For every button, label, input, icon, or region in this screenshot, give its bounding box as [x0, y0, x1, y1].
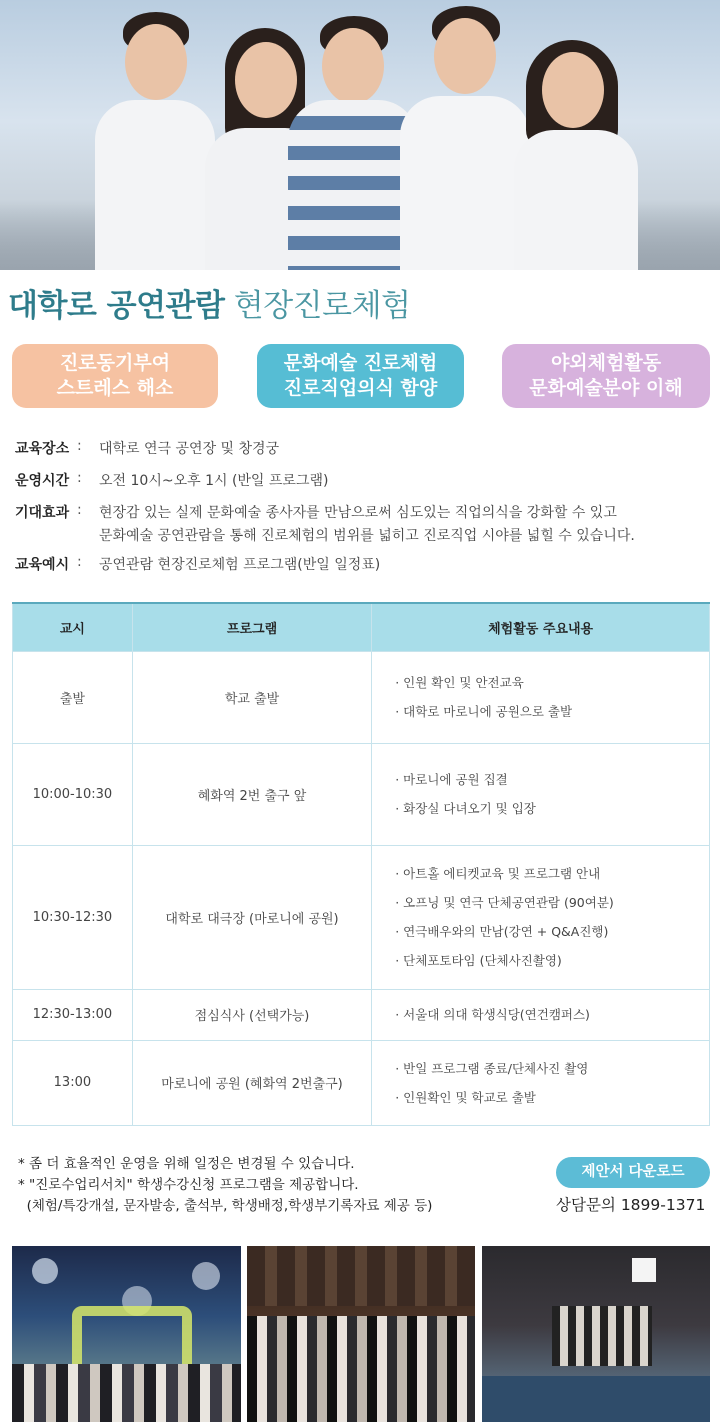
note-line: (체험/특강개설, 문자발송, 출석부, 학생배정,학생부기록자료 제공 등)	[18, 1198, 433, 1214]
info-value: 공연관람 현장진로체험 프로그램(반일 일정표)	[99, 557, 381, 573]
table-row	[13, 651, 710, 743]
activity-item: · 서울대 의대 학생식당(연건캠퍼스)	[395, 1007, 590, 1022]
activity-item: · 마로니에 공원 집결	[395, 772, 508, 787]
photo-theater-group	[247, 1246, 475, 1422]
title-strong: 대학로 공연관람	[8, 288, 225, 324]
activity-item: · 인원확인 및 학교로 출발	[395, 1089, 536, 1105]
proposal-download-button[interactable]: 제안서 다운로드	[556, 1157, 710, 1188]
hero-student-3	[288, 16, 418, 270]
table-row	[13, 845, 710, 989]
note-line: * "진로수업리서치" 학생수강신청 프로그램을 제공합니다.	[18, 1177, 359, 1193]
info-key: 교육장소	[15, 441, 70, 457]
activity-item: · 아트홀 에티켓교육 및 프로그램 안내	[395, 866, 601, 881]
schedule-table	[12, 602, 710, 1126]
hero-photo	[0, 0, 720, 270]
activity-item: · 반일 프로그램 종료/단체사진 촬영	[395, 1060, 589, 1076]
notes-block	[18, 1154, 432, 1217]
pill-line: 문화예술 진로체험	[283, 352, 438, 374]
info-value: 문화예술 공연관람을 통해 진로체험의 범위를 넓히고 진로직업 시야를 넓힐 수 있습니다.	[99, 528, 635, 544]
header-program: 프로그램	[132, 603, 371, 651]
info-row-hours	[15, 470, 328, 493]
benefit-pill-culture	[257, 344, 464, 408]
note-line: * 좀 더 효율적인 운영을 위해 일정은 변경될 수 있습니다.	[18, 1156, 355, 1172]
benefit-pill-motivation	[12, 344, 218, 408]
row-program: 대학로 대극장 (마로니에 공원)	[132, 845, 371, 989]
info-value: 오전 10시~오후 1시 (반일 프로그램)	[99, 473, 329, 489]
row-time: 출발	[13, 651, 133, 743]
row-program: 학교 출발	[132, 651, 371, 743]
row-activities	[372, 845, 710, 989]
row-activities	[372, 989, 710, 1040]
header-activities: 체험활동 주요내용	[372, 603, 710, 651]
activity-item: · 오프닝 및 연극 단체공연관람 (90여분)	[395, 895, 614, 910]
info-value: 현장감 있는 실제 문화예술 종사자를 만남으로써 심도있는 직업의식을 강화할 수 있고	[99, 505, 617, 521]
photo-studio-group	[12, 1246, 241, 1422]
info-row-effects	[15, 502, 635, 548]
row-activities	[372, 1040, 710, 1125]
pill-line: 야외체험활동	[550, 352, 662, 374]
page-title	[8, 280, 410, 325]
info-key: 교육예시	[15, 557, 70, 573]
info-sep: :	[77, 470, 82, 486]
info-key: 운영시간	[15, 473, 70, 489]
activity-item: · 화장실 다녀오기 및 입장	[395, 801, 536, 816]
row-time: 10:00-10:30	[13, 743, 133, 845]
hero-student-5	[510, 40, 640, 270]
info-sep: :	[77, 554, 82, 570]
contact-phone: 상담문의 1899-1371	[556, 1196, 706, 1214]
row-activities	[372, 651, 710, 743]
info-row-example	[15, 554, 380, 577]
activity-item: · 단체포토타임 (단체사진촬영)	[395, 953, 562, 968]
row-time: 12:30-13:00	[13, 989, 133, 1040]
info-sep: :	[77, 438, 82, 454]
info-key: 기대효과	[15, 505, 70, 521]
activity-item: · 대학로 마로니에 공원으로 출발	[395, 704, 573, 719]
table-header-row	[13, 603, 710, 651]
pill-line: 스트레스 해소	[56, 377, 174, 399]
table-row	[13, 1040, 710, 1125]
pill-line: 문화예술분야 이해	[529, 377, 683, 399]
row-program: 마로니에 공원 (혜화역 2번출구)	[132, 1040, 371, 1125]
info-sep: :	[77, 502, 82, 518]
info-value: 대학로 연극 공연장 및 창경궁	[99, 441, 280, 457]
header-period: 교시	[13, 603, 133, 651]
row-time: 10:30-12:30	[13, 845, 133, 989]
activity-item: · 인원 확인 및 안전교육	[395, 675, 524, 690]
photo-stage-performance	[482, 1246, 710, 1422]
hero-student-1	[95, 10, 215, 270]
row-activities	[372, 743, 710, 845]
pill-line: 진로직업의식 함양	[283, 377, 438, 399]
table-row	[13, 989, 710, 1040]
benefit-pill-outdoor	[502, 344, 710, 408]
pill-line: 진로동기부여	[59, 352, 171, 374]
row-time: 13:00	[13, 1040, 133, 1125]
table-row	[13, 743, 710, 845]
row-program: 점심식사 (선택가능)	[132, 989, 371, 1040]
title-light: 현장진로체험	[233, 288, 411, 324]
row-program: 혜화역 2번 출구 앞	[132, 743, 371, 845]
info-row-location	[15, 438, 279, 461]
activity-item: · 연극배우와의 만남(강연 + Q&A진행)	[395, 924, 609, 939]
